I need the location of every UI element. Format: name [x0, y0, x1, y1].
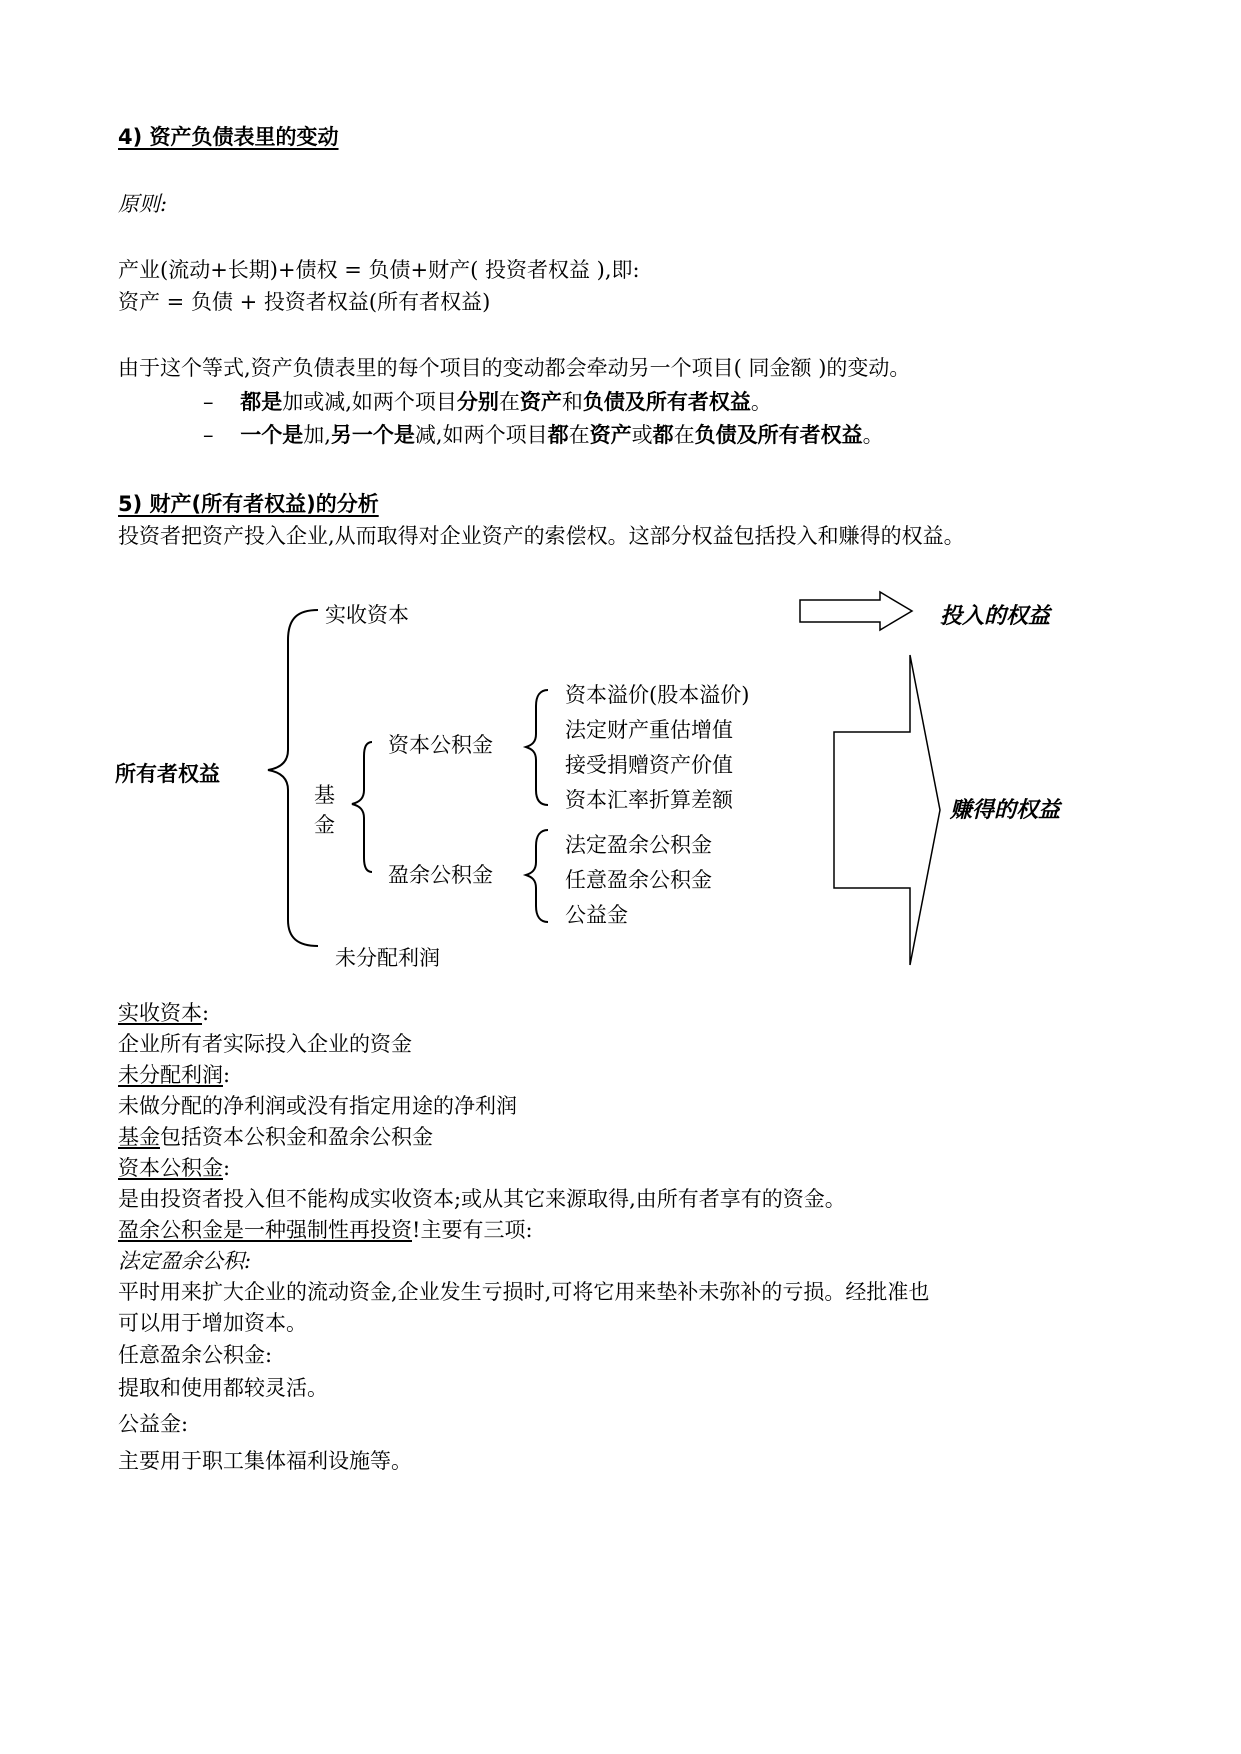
arrow-earned — [834, 655, 940, 965]
diagram-invested-equity: 投入的权益 — [940, 604, 1051, 629]
diagram-capital-reserve: 资本公积金 — [388, 733, 493, 757]
diagram-fund: 基金 — [314, 783, 335, 837]
section-5-intro: 投资者把资产投入企业,从而取得对企业资产的索偿权。这部分权益包括投入和赚得的权益。 — [118, 524, 965, 548]
bullet-text: 或 — [631, 423, 653, 447]
bullet-dash: – — [203, 390, 214, 414]
bullet-text: 都 — [652, 422, 674, 447]
bullet-text: 分别 — [456, 389, 499, 414]
diagram-surplus-item: 任意盈余公积金 — [565, 868, 712, 892]
def-paid-in-title — [118, 999, 209, 1027]
bullet-text: 一个是 — [240, 422, 304, 447]
bullet-text: 都 — [547, 422, 569, 447]
diagram-earned-equity: 赚得的权益 — [950, 798, 1061, 823]
bullet-text: 资产 — [519, 389, 562, 414]
diagram-surplus-reserve: 盈余公积金 — [388, 863, 493, 887]
bullet-text: 在 — [568, 423, 590, 447]
def-discretionary-text: 提取和使用都较灵活。 — [118, 1376, 328, 1400]
equation-line-1: 产业(流动+长期)+债权 = 负债+财产( 投资者权益 ),即: — [118, 258, 640, 282]
principle-label: 原则: — [118, 192, 168, 216]
def-capital-title — [118, 1154, 230, 1182]
diagram-undistributed-profit: 未分配利润 — [335, 946, 440, 970]
def-term: 资本公积金 — [118, 1156, 223, 1180]
paragraph-change: 由于这个等式,资产负债表里的每个项目的变动都会牵动另一个项目( 同金额 )的变动。 — [118, 356, 911, 380]
diagram-surplus-item: 公益金 — [565, 903, 628, 927]
brace-surplus-reserve — [526, 830, 548, 922]
bullet-dash: – — [203, 423, 214, 447]
diagram-surplus-item: 法定盈余公积金 — [565, 833, 712, 857]
bullet-text: 。 — [862, 423, 884, 447]
def-text: 包括资本公积金和盈余公积金 — [160, 1125, 433, 1149]
def-colon: : — [223, 1156, 231, 1180]
bullet-text: 在 — [498, 390, 520, 414]
bullet-text: 加或减,如两个项目 — [282, 390, 457, 414]
def-statutory-title: 法定盈余公积: — [118, 1249, 252, 1273]
diagram-capital-item: 资本溢价(股本溢价) — [565, 683, 750, 707]
bullet-text: 资产 — [589, 422, 632, 447]
def-term: 实收资本 — [118, 1001, 202, 1025]
section-5-heading: 5) 财产(所有者权益)的分析 — [118, 492, 379, 516]
def-discretionary-title: 任意盈余公积金: — [118, 1343, 273, 1367]
bullet-text: 都是 — [240, 389, 283, 414]
bullet-text: 负债及所有者权益 — [582, 389, 751, 414]
def-paid-in-text: 企业所有者实际投入企业的资金 — [118, 1032, 412, 1056]
brace-root — [268, 610, 318, 946]
bullet-text: 加, — [303, 423, 331, 447]
diagram-paid-in-capital: 实收资本 — [325, 603, 409, 627]
def-colon: : — [202, 1001, 210, 1025]
def-welfare-text: 主要用于职工集体福利设施等。 — [118, 1449, 412, 1473]
diagram-capital-item: 资本汇率折算差额 — [565, 788, 733, 812]
def-term: 盈余公积金是一种强制性再投资 — [118, 1218, 412, 1242]
diagram-root-owners-equity: 所有者权益 — [115, 762, 220, 786]
section-4-heading: 4) 资产负债表里的变动 — [118, 125, 339, 149]
def-undistributed-title — [118, 1061, 230, 1089]
def-colon: : — [223, 1063, 231, 1087]
bullet-text: 负债及所有者权益 — [694, 422, 863, 447]
diagram-capital-item: 接受捐赠资产价值 — [565, 753, 733, 777]
bullet-text: 减,如两个项目 — [414, 423, 548, 447]
bullet-text: 在 — [673, 423, 695, 447]
bullet-text: 和 — [561, 390, 583, 414]
brace-fund — [352, 742, 372, 872]
bullet-text: 另一个是 — [330, 422, 415, 447]
def-term: 未分配利润 — [118, 1063, 223, 1087]
equation-line-2: 资产 = 负债 + 投资者权益(所有者权益) — [118, 290, 491, 314]
def-statutory-text-1: 平时用来扩大企业的流动资金,企业发生亏损时,可将它用来垫补未弥补的亏损。经批准也 — [118, 1280, 930, 1304]
def-capital-text: 是由投资者投入但不能构成实收资本;或从其它来源取得,由所有者享有的资金。 — [118, 1187, 846, 1211]
bullet-text: 。 — [750, 390, 772, 414]
def-fund — [118, 1123, 433, 1151]
diagram-capital-item: 法定财产重估增值 — [565, 718, 733, 742]
def-surplus — [118, 1216, 533, 1244]
arrow-invested — [800, 592, 912, 630]
brace-capital-reserve — [526, 690, 548, 805]
def-text: !主要有三项: — [412, 1218, 533, 1242]
def-welfare-title: 公益金: — [118, 1412, 189, 1436]
def-undistributed-text: 未做分配的净利润或没有指定用途的净利润 — [118, 1094, 517, 1118]
def-term: 基金 — [118, 1125, 160, 1149]
def-statutory-text-2: 可以用于增加资本。 — [118, 1311, 307, 1335]
